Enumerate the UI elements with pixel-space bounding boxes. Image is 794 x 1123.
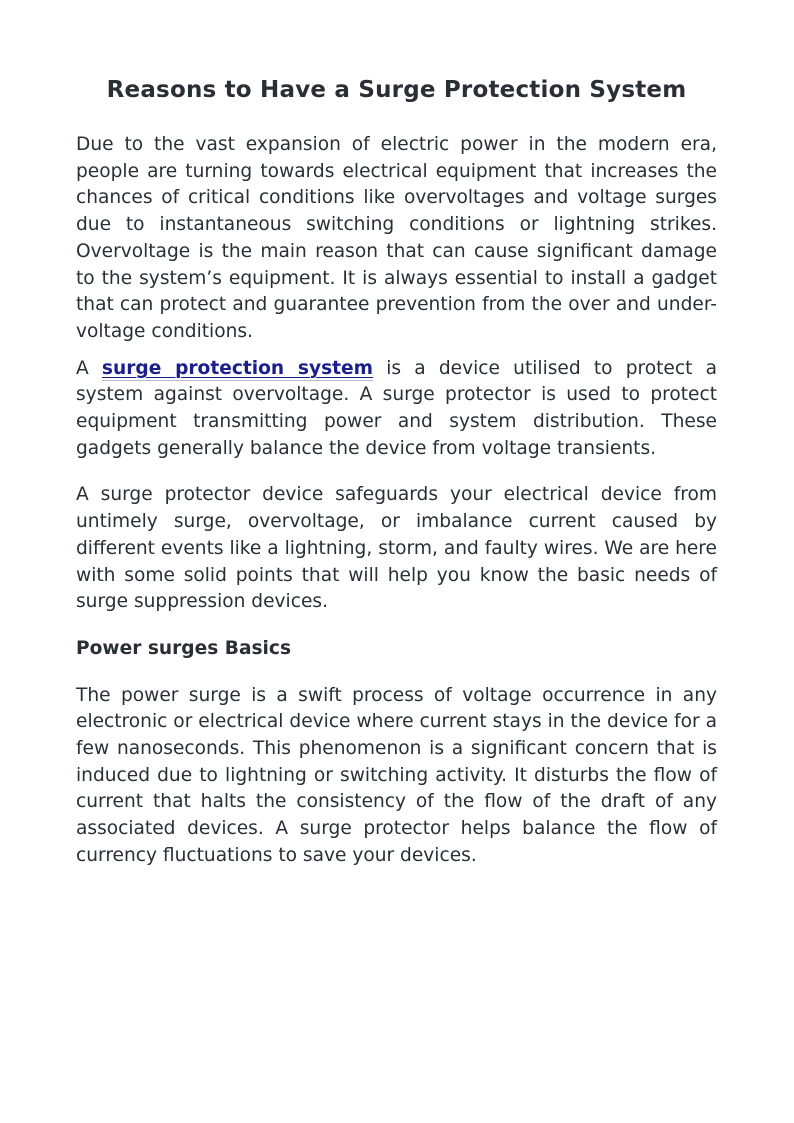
definition-suffix: is a device utilised to protect a system against overvoltage. A surge protector is used to protect equipment transmitting power and system distribution. These gadgets generally balance the device from voltage transients.	[76, 357, 717, 459]
section-heading: Power surges Basics	[76, 637, 292, 659]
page-title: Reasons to Have a Surge Protection System	[106, 77, 687, 103]
basics-paragraph: The power surge is a swift process of voltage occurrence in any electronic or electrical device where current stays in the device for a few nanoseconds. This phenomenon is a significant concern that is induced due to lightning or switching activity. It disturbs the flow of current that halts the consistency of the flow of the draft of any associated devices. A surge protector helps balance the flow of currency fluctuations to save your devices.	[76, 684, 717, 866]
definition-paragraph	[76, 356, 717, 463]
definition-prefix: A	[76, 357, 102, 379]
intro-paragraph: Due to the vast expansion of electric power in the modern era, people are turning towards electrical equipment that increases the chances of critical conditions like overvoltages and voltage surges due to instantaneous switching conditions or lightning strikes. Overvoltage is the main reason that can cause significant damage to the system’s equipment. It is always essential to install a gadget that can protect and guarantee prevention from the over and under-voltage conditions.	[76, 134, 717, 342]
safeguard-paragraph: A surge protector device safeguards your electrical device from untimely surge, overvoltage, or imbalance current caused by different events like a lightning, storm, and faulty wires. We are here with some solid points that will help you know the basic needs of surge suppression devices.	[76, 484, 717, 613]
document-page	[76, 0, 717, 870]
surge-protection-system-link[interactable]: surge protection system	[101, 357, 374, 379]
